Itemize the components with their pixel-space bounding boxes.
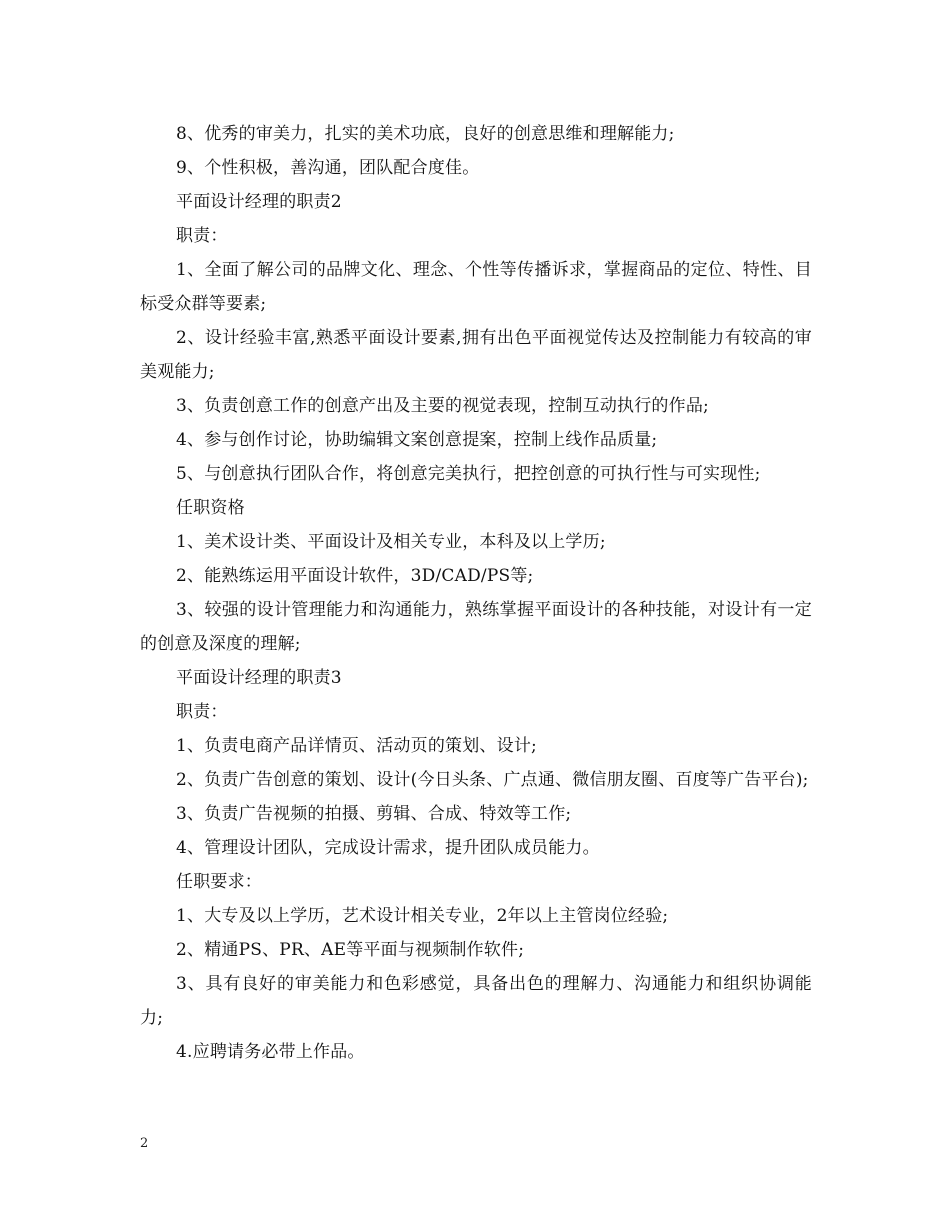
paragraph: 1、全面了解公司的品牌文化、理念、个性等传播诉求，掌握商品的定位、特性、目标受众群等要素; — [140, 260, 812, 314]
paragraph: 2、精通PS、PR、AE等平面与视频制作软件; — [176, 940, 525, 960]
paragraph: 2、负责广告创意的策划、设计(今日头条、广点通、微信朋友圈、百度等广告平台); — [176, 770, 809, 790]
paragraph: 2、设计经验丰富,熟悉平面设计要素,拥有出色平面视觉传达及控制能力有较高的审美观能力; — [140, 328, 812, 382]
document-body — [140, 117, 812, 1069]
paragraph: 8、优秀的审美力，扎实的美术功底，良好的创意思维和理解能力; — [176, 124, 675, 144]
paragraph: 5、与创意执行团队合作，将创意完美执行，把控创意的可执行性与可实现性; — [176, 464, 761, 484]
subsection-heading: 职责： — [176, 702, 228, 722]
paragraph: 3、具有良好的审美能力和色彩感觉，具备出色的理解力、沟通能力和组织协调能力; — [140, 974, 812, 1028]
page-number: 2 — [140, 1136, 149, 1151]
paragraph: 4.应聘请务必带上作品。 — [176, 1042, 365, 1062]
subsection-heading: 任职资格 — [176, 498, 245, 518]
paragraph: 4、参与创作讨论，协助编辑文案创意提案，控制上线作品质量; — [176, 430, 658, 450]
paragraph: 1、负责电商产品详情页、活动页的策划、设计; — [176, 736, 537, 756]
paragraph: 1、大专及以上学历，艺术设计相关专业，2年以上主管岗位经验; — [176, 906, 669, 926]
paragraph: 3、负责创意工作的创意产出及主要的视觉表现，控制互动执行的作品; — [176, 396, 709, 416]
subsection-heading: 职责： — [176, 226, 228, 246]
paragraph: 9、个性积极，善沟通，团队配合度佳。 — [176, 158, 480, 178]
paragraph: 2、能熟练运用平面设计软件，3D/CAD/PS等; — [176, 566, 534, 586]
subsection-heading: 任职要求： — [176, 872, 262, 892]
paragraph: 1、美术设计类、平面设计及相关专业，本科及以上学历; — [176, 532, 606, 552]
paragraph: 3、较强的设计管理能力和沟通能力，熟练掌握平面设计的各种技能，对设计有一定的创意及深度的理解; — [140, 600, 812, 654]
paragraph: 3、负责广告视频的拍摄、剪辑、合成、特效等工作; — [176, 804, 572, 824]
paragraph: 4、管理设计团队，完成设计需求，提升团队成员能力。 — [176, 838, 600, 858]
section-heading: 平面设计经理的职责3 — [176, 668, 342, 688]
section-heading: 平面设计经理的职责2 — [176, 192, 342, 212]
